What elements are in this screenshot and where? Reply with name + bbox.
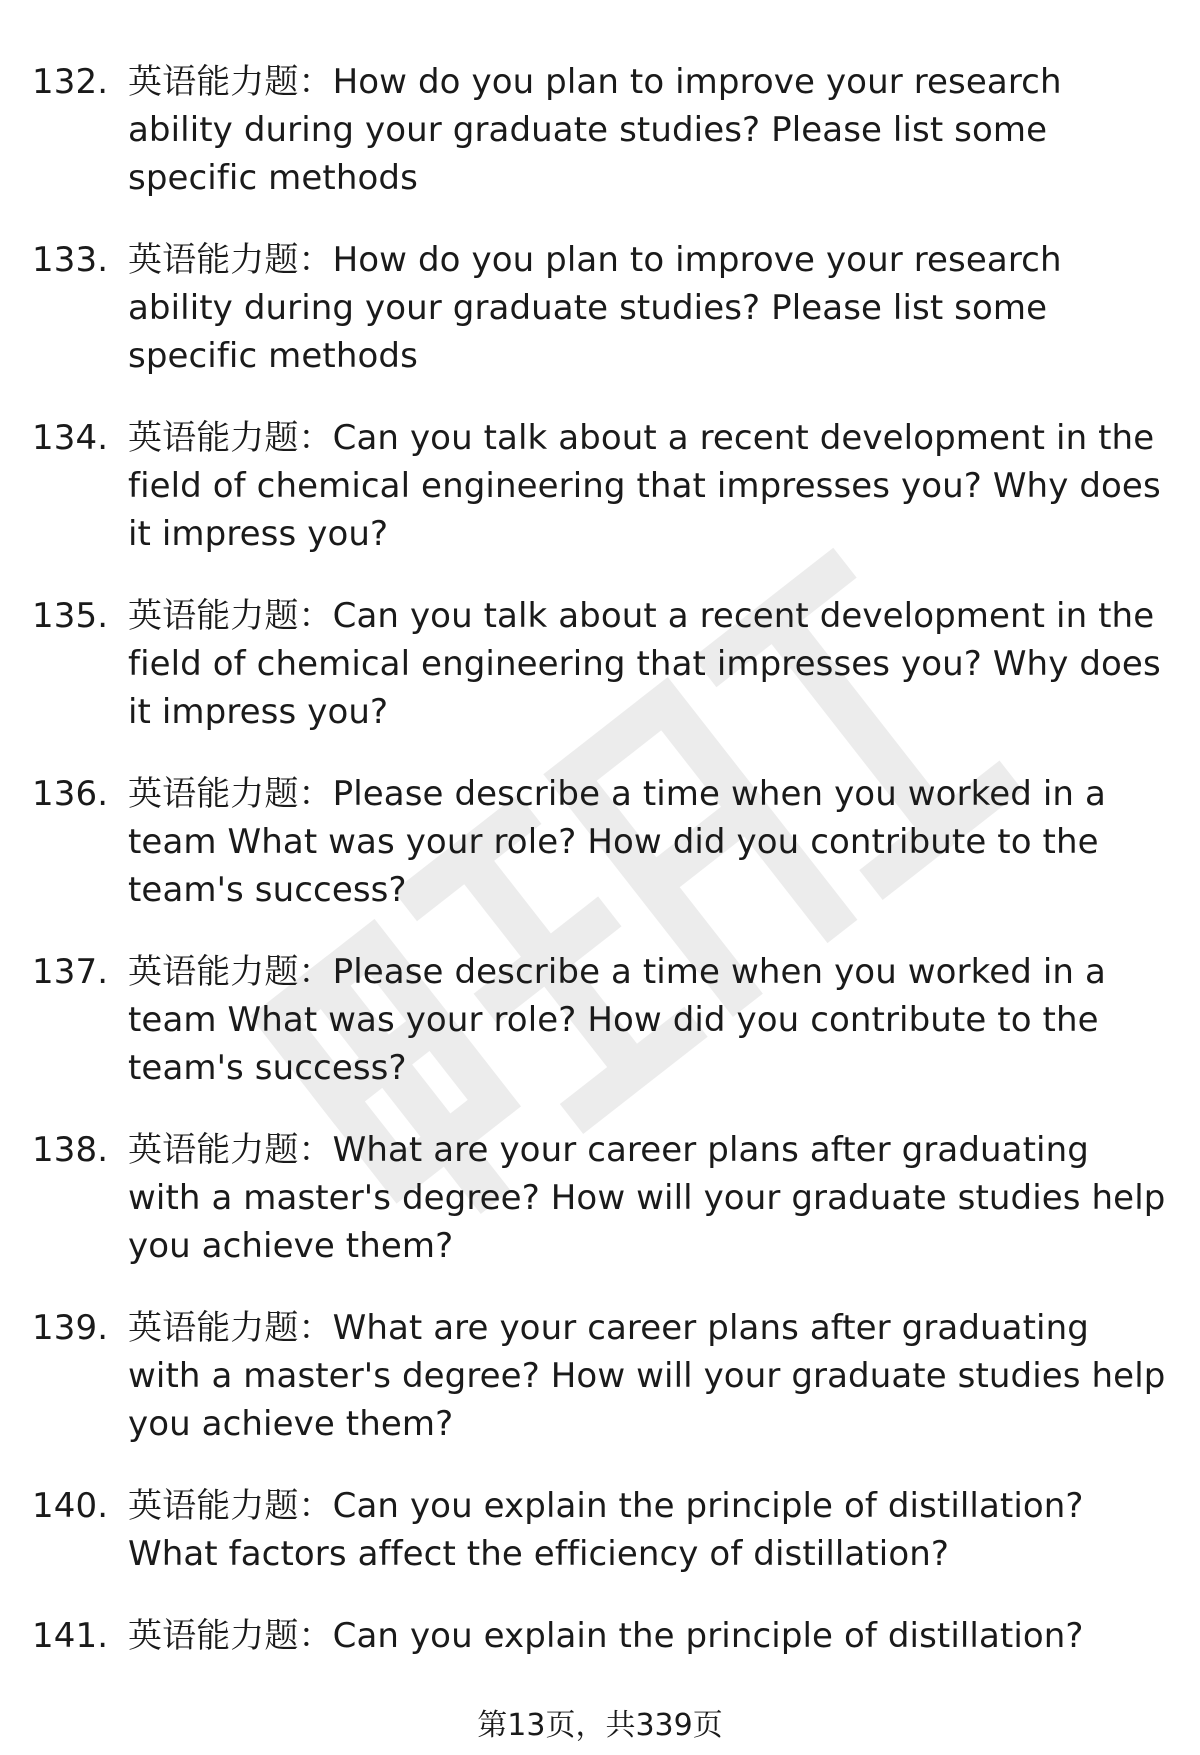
question-text: Please describe a time when you worked in a team What was your role? How did you contribute to the team's success? (128, 952, 1106, 1088)
question-number: 137. (32, 952, 109, 992)
question-text: Can you explain the principle of distillation? (332, 1616, 1084, 1656)
question-number: 139. (32, 1308, 109, 1348)
question-item (32, 1304, 1172, 1448)
question-body (128, 1612, 1172, 1660)
question-text: Can you talk about a recent development in the field of chemical engineering that impresses you? Why does it impress you? (128, 418, 1161, 554)
question-body (128, 236, 1172, 380)
question-number: 140. (32, 1486, 109, 1526)
question-number: 132. (32, 62, 109, 102)
question-item (32, 414, 1172, 558)
question-number: 141. (32, 1616, 109, 1656)
question-item (32, 58, 1172, 202)
question-item (32, 1482, 1172, 1578)
question-number: 136. (32, 774, 109, 814)
question-tag: 英语能力题： (128, 774, 333, 814)
question-text: How do you plan to improve your research ability during your graduate studies? Please list some specific methods (128, 240, 1062, 376)
question-tag: 英语能力题： (128, 418, 333, 458)
question-body (128, 1126, 1172, 1270)
question-item (32, 1126, 1172, 1270)
question-number: 138. (32, 1130, 109, 1170)
question-tag: 英语能力题： (128, 1486, 333, 1526)
question-text: What are your career plans after graduating with a master's degree? How will your graduate studies help you achieve them? (128, 1308, 1166, 1444)
question-text: How do you plan to improve your research ability during your graduate studies? Please list some specific methods (128, 62, 1062, 198)
question-number: 135. (32, 596, 109, 636)
question-body (128, 948, 1172, 1092)
question-item (32, 592, 1172, 736)
question-text: Please describe a time when you worked in a team What was your role? How did you contribute to the team's success? (128, 774, 1106, 910)
question-tag: 英语能力题： (128, 240, 333, 280)
question-item (32, 948, 1172, 1092)
question-tag: 英语能力题： (128, 952, 333, 992)
question-item (32, 770, 1172, 914)
question-item (32, 236, 1172, 380)
question-body (128, 1304, 1172, 1448)
question-number: 133. (32, 240, 109, 280)
question-body (128, 770, 1172, 914)
question-body (128, 58, 1172, 202)
question-body (128, 1482, 1172, 1578)
question-item (32, 1612, 1172, 1660)
question-text: Can you explain the principle of distillation? What factors affect the efficiency of distillation? (128, 1486, 1084, 1574)
question-text: What are your career plans after graduating with a master's degree? How will your graduate studies help you achieve them? (128, 1130, 1166, 1266)
question-tag: 英语能力题： (128, 596, 333, 636)
question-tag: 英语能力题： (128, 1616, 333, 1656)
question-body (128, 592, 1172, 736)
question-tag: 英语能力题： (128, 1130, 333, 1170)
question-text: Can you talk about a recent development in the field of chemical engineering that impresses you? Why does it impress you? (128, 596, 1161, 732)
question-list (32, 58, 1172, 1694)
page-number-footer: 第13页，共339页 (477, 1708, 723, 1743)
question-tag: 英语能力题： (128, 1308, 333, 1348)
question-tag: 英语能力题： (128, 62, 333, 102)
question-body (128, 414, 1172, 558)
question-number: 134. (32, 418, 109, 458)
